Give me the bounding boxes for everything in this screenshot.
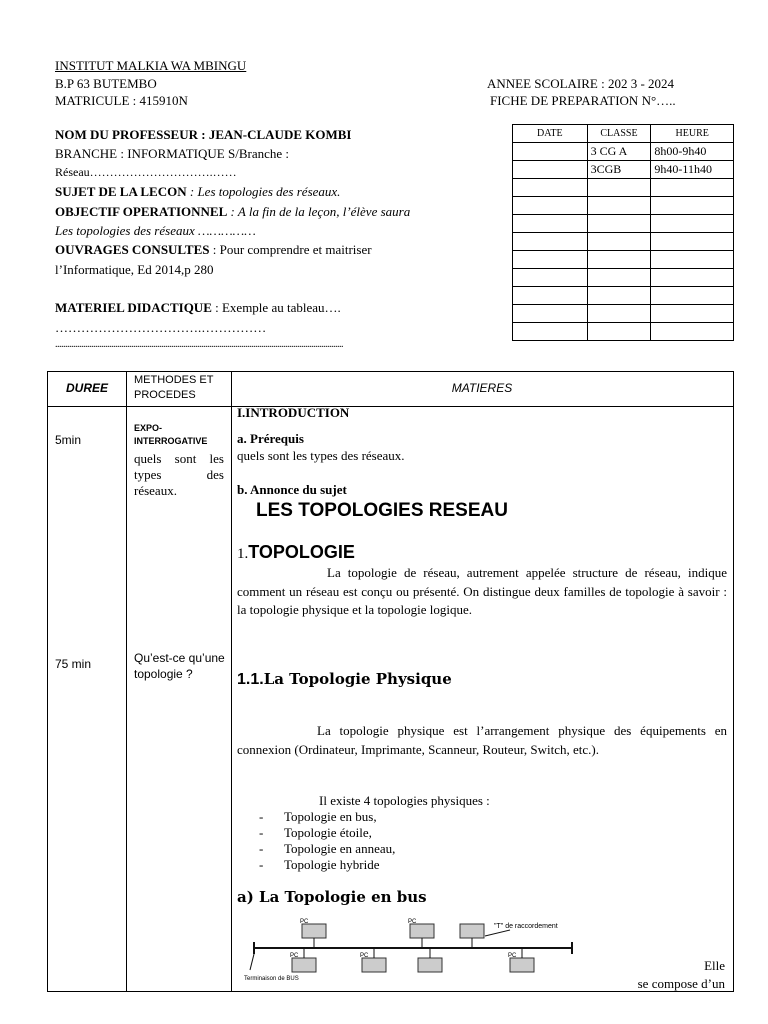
- pc-bottom-4: [510, 948, 534, 972]
- section-1-paragraph: La topologie de réseau, autrement appelée structure de réseau, indique comment un réseau est conçu ou présenté. On distingue deux familles de topologie à savoir : la topologie physique et la topologie logique.: [237, 565, 727, 617]
- schedule-row: [513, 287, 734, 305]
- header-divider: [48, 406, 733, 407]
- schedule-cell-date: [513, 179, 588, 197]
- schedule-cell-class: [587, 215, 651, 233]
- schedule-cell-time: [651, 215, 734, 233]
- schedule-cell-class: [587, 287, 651, 305]
- method-title: EXPO-INTERROGATIVE: [134, 423, 208, 446]
- prerequisites-text: quels sont les types des réseaux.: [237, 448, 405, 463]
- section-1-1-paragraph: La topologie physique est l’arrangement physique des équipements en connexion (Ordinateur, Imprimante, Scanneur, Routeur, Switch, etc.).: [237, 723, 727, 757]
- pc-bottom-3: [418, 948, 442, 972]
- references-continued: l’Informatique, Ed 2014,p 280: [55, 262, 214, 277]
- schedule-cell-date: [513, 143, 588, 161]
- objective-label: OBJECTIF OPERATIONNEL: [55, 204, 228, 219]
- schedule-cell-date: [513, 287, 588, 305]
- schedule-cell-time: 8h00-9h40: [651, 143, 734, 161]
- schedule-cell-time: [651, 305, 734, 323]
- branch: BRANCHE : INFORMATIQUE S/Branche :: [55, 146, 289, 161]
- schedule-cell-class: [587, 269, 651, 287]
- intro-heading: I.INTRODUCTION: [237, 405, 350, 420]
- references: [55, 242, 372, 258]
- schedule-row: [513, 179, 734, 197]
- list-item: - Topologie en anneau,: [259, 841, 395, 857]
- section-1-1-number: 1.1.: [237, 671, 264, 688]
- schedule-cell-date: [513, 305, 588, 323]
- bus-diagram-graphic: [242, 918, 592, 990]
- column-divider: [126, 372, 127, 991]
- schedule-cell-class: [587, 323, 651, 341]
- list-item: - Topologie étoile,: [259, 825, 395, 841]
- materials-label: MATERIEL DIDACTIQUE: [55, 300, 212, 315]
- topology-list: [259, 809, 395, 873]
- schedule-cell-time: [651, 233, 734, 251]
- bus-description-1: Elle: [704, 958, 725, 973]
- schedule-row: [513, 197, 734, 215]
- header-duration: DUREE: [65, 381, 108, 395]
- pc-top-right: [460, 924, 484, 948]
- schedule-cell-class: [587, 179, 651, 197]
- lesson-subject-value: : Les topologies des réseaux.: [186, 184, 341, 199]
- schedule-cell-time: 9h40-11h40: [651, 161, 734, 179]
- schedule-header-row: [513, 125, 734, 143]
- references-label: OUVRAGES CONSULTES: [55, 242, 210, 257]
- sub-branch-value: Réseau………………………….……: [55, 165, 237, 179]
- lesson-table: [47, 371, 734, 992]
- lesson-subject: [55, 184, 340, 200]
- prep-sheet-number: FICHE DE PREPARATION N°…..: [490, 93, 676, 108]
- schedule-row: [513, 251, 734, 269]
- schedule-header-date: DATE: [513, 125, 588, 143]
- schedule-cell-date: [513, 161, 588, 179]
- pc-label: PC: [290, 953, 299, 959]
- schedule-row: [513, 215, 734, 233]
- schedule-cell-date: [513, 233, 588, 251]
- schedule-cell-date: [513, 197, 588, 215]
- schedule-cell-time: [651, 251, 734, 269]
- schedule-cell-class: [587, 251, 651, 269]
- schedule-cell-date: [513, 323, 588, 341]
- schedule-header-class: CLASSE: [587, 125, 651, 143]
- prerequisites-heading: a. Prérequis: [237, 431, 304, 446]
- schedule-cell-time: [651, 197, 734, 215]
- section-1-heading: [237, 542, 355, 563]
- schedule-row: [513, 305, 734, 323]
- header-subjects: MATIERES: [451, 381, 513, 395]
- list-item: - Topologie en bus,: [259, 809, 395, 825]
- objective-value: : A la fin de la leçon, l’élève saura: [227, 204, 411, 219]
- schedule-cell-class: 3CGB: [587, 161, 651, 179]
- materials-value: : Exemple au tableau….: [211, 300, 341, 315]
- schedule-row: [513, 161, 734, 179]
- pc-top-left: [302, 924, 326, 948]
- schedule-cell-class: 3 CG A: [587, 143, 651, 161]
- section-1-1-title: La Topologie Physique: [263, 670, 452, 688]
- schedule-cell-class: [587, 197, 651, 215]
- materials: [55, 300, 341, 316]
- header-methods: METHODES ET PROCEDES: [134, 374, 214, 401]
- schedule-row: [513, 233, 734, 251]
- schedule-cell-date: [513, 215, 588, 233]
- pc-label: PC: [408, 919, 417, 925]
- dotted-line-1: …………………………….……………: [55, 320, 267, 335]
- connector-label: "T" de raccordement: [494, 923, 558, 930]
- duration-intro: 5min: [55, 433, 82, 447]
- bus-description-2: se compose d’un: [637, 976, 725, 991]
- schedule-cell-time: [651, 269, 734, 287]
- pc-bottom-1: [292, 948, 316, 972]
- method-question-1: quels sont les types des réseaux.: [134, 451, 224, 498]
- lesson-subject-label: SUJET DE LA LECON: [55, 184, 187, 199]
- institute-name: INSTITUT MALKIA WA MBINGU: [55, 58, 247, 73]
- schedule-header-time: HEURE: [651, 125, 734, 143]
- pc-label: PC: [508, 953, 517, 959]
- pc-top-middle: [410, 924, 434, 948]
- section-1-number: 1.: [237, 546, 249, 562]
- matricule: MATRICULE : 415910N: [55, 93, 188, 108]
- school-year: ANNEE SCOLAIRE : 202 3 - 2024: [487, 76, 675, 91]
- section-1-title: TOPOLOGIE: [248, 542, 355, 562]
- schedule-cell-date: [513, 269, 588, 287]
- pc-label: PC: [300, 919, 309, 925]
- schedule-row: [513, 323, 734, 341]
- schedule-cell-class: [587, 305, 651, 323]
- objective-continued: Les topologies des réseaux ……………: [55, 223, 256, 238]
- bus-topology-diagram: [242, 918, 592, 990]
- method-question-2: Qu’est-ce qu’une topologie ?: [134, 651, 225, 681]
- references-value: : Pour comprendre et maitriser: [209, 242, 372, 257]
- pc-label: PC: [360, 953, 369, 959]
- schedule-cell-time: [651, 287, 734, 305]
- postal-box: B.P 63 BUTEMBO: [55, 76, 157, 91]
- schedule-cell-date: [513, 251, 588, 269]
- schedule-row: [513, 143, 734, 161]
- list-item: - Topologie hybride: [259, 857, 395, 873]
- connector-pointer: [485, 930, 510, 936]
- schedule-cell-time: [651, 179, 734, 197]
- schedule-row: [513, 269, 734, 287]
- section-1-1-heading: [237, 670, 452, 689]
- pc-bottom-2: [362, 948, 386, 972]
- termination-pointer: [250, 954, 254, 970]
- topology-count-text: Il existe 4 topologies physiques :: [319, 793, 490, 808]
- dotted-line-2: ................................................................................................................................................: [55, 339, 343, 350]
- schedule-table: [512, 124, 734, 341]
- objective: [55, 204, 410, 220]
- teacher-name: NOM DU PROFESSEUR : JEAN-CLAUDE KOMBI: [55, 127, 352, 142]
- schedule-cell-class: [587, 233, 651, 251]
- column-divider: [231, 372, 232, 991]
- termination-label: Terminaison de BUS: [244, 976, 299, 982]
- schedule-cell-time: [651, 323, 734, 341]
- duration-body: 75 min: [55, 657, 92, 671]
- announcement-heading: b. Annonce du sujet: [237, 482, 347, 497]
- lesson-main-title: LES TOPOLOGIES RESEAU: [256, 500, 508, 521]
- bus-topology-heading: a) La Topologie en bus: [237, 888, 427, 906]
